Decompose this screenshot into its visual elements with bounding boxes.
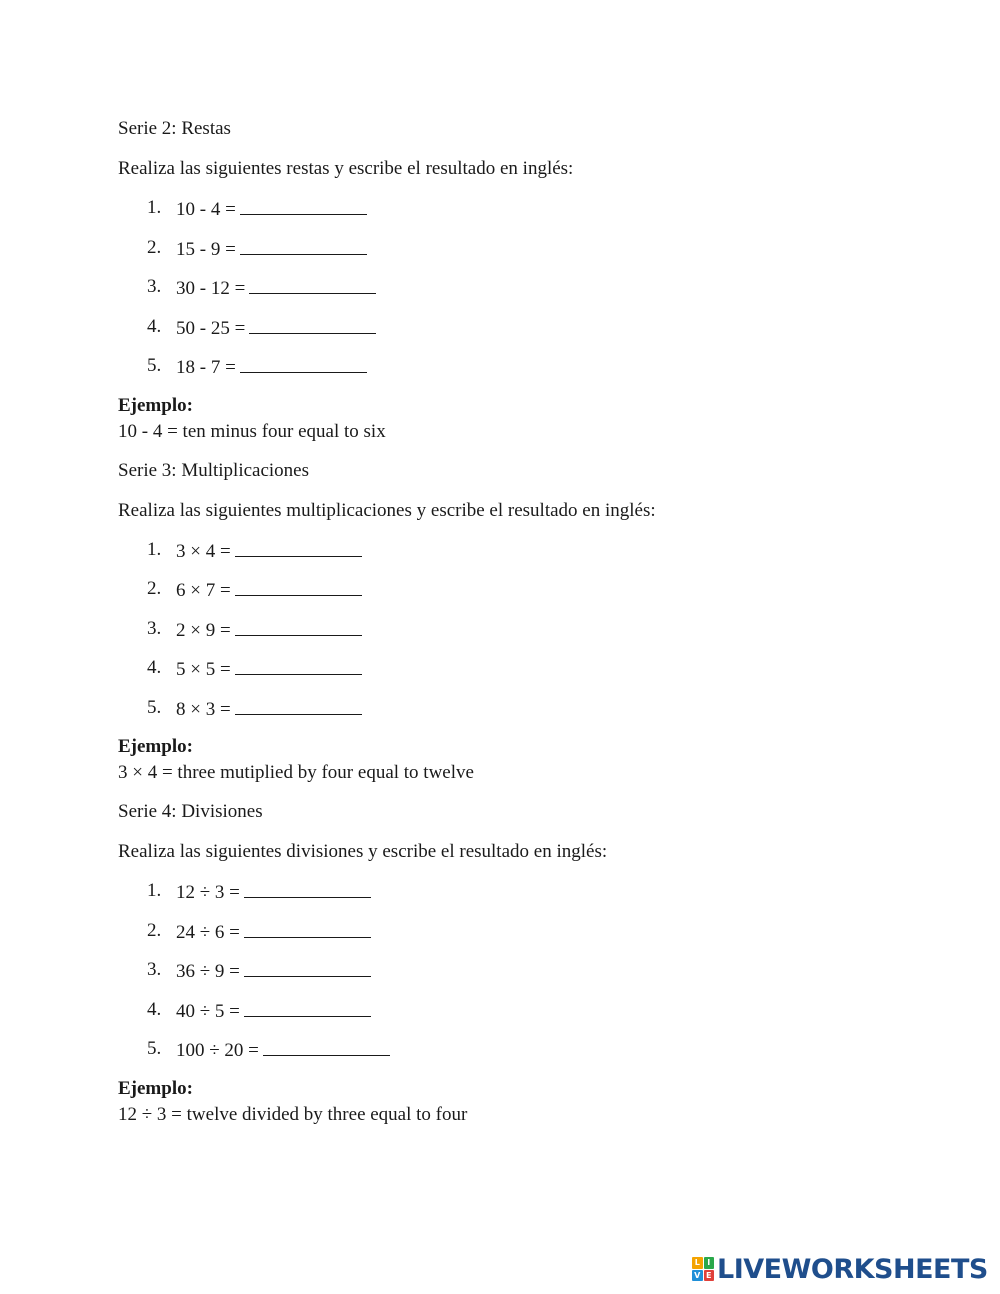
item-expression: 6 × 7 = bbox=[176, 580, 231, 601]
example-text: 10 - 4 = ten minus four equal to six bbox=[118, 420, 386, 442]
answer-blank[interactable] bbox=[249, 276, 376, 294]
series-instruction: Realiza las siguientes multiplicaciones y escribe el resultado en inglés: bbox=[118, 499, 656, 521]
answer-blank[interactable] bbox=[244, 999, 371, 1017]
logo-mark-letter: V bbox=[692, 1270, 703, 1282]
item-number: 5. bbox=[147, 1038, 162, 1059]
answer-blank[interactable] bbox=[235, 539, 362, 557]
item-number: 3. bbox=[147, 959, 162, 980]
answer-blank[interactable] bbox=[235, 657, 362, 675]
item-expression: 12 ÷ 3 = bbox=[176, 882, 240, 903]
item-expression: 18 - 7 = bbox=[176, 357, 236, 378]
logo-mark-icon bbox=[692, 1257, 714, 1281]
exercise-item bbox=[118, 197, 918, 219]
exercise-item bbox=[118, 959, 918, 981]
worksheet-page bbox=[118, 118, 918, 1143]
answer-blank[interactable] bbox=[244, 959, 371, 977]
logo-mark-letter: L bbox=[692, 1257, 703, 1269]
exercise-item bbox=[118, 920, 918, 942]
example-label: Ejemplo: bbox=[118, 1077, 193, 1099]
series-restas bbox=[118, 118, 918, 443]
exercise-list bbox=[118, 880, 918, 1060]
answer-blank[interactable] bbox=[240, 355, 367, 373]
item-number: 4. bbox=[147, 315, 162, 337]
series-title: Serie 2: Restas bbox=[118, 118, 231, 139]
item-number: 5. bbox=[147, 696, 162, 718]
example-text: 12 ÷ 3 = twelve divided by three equal to four bbox=[118, 1103, 468, 1125]
exercise-item bbox=[118, 880, 918, 902]
exercise-item bbox=[118, 355, 918, 377]
item-number: 4. bbox=[147, 657, 162, 678]
item-number: 1. bbox=[147, 880, 162, 901]
item-expression: 5 × 5 = bbox=[176, 659, 231, 680]
answer-blank[interactable] bbox=[235, 697, 362, 715]
item-number: 5. bbox=[147, 355, 162, 376]
logo-mark-letter: I bbox=[704, 1257, 715, 1269]
exercise-item bbox=[118, 316, 918, 338]
exercise-list bbox=[118, 197, 918, 377]
item-number: 2. bbox=[147, 919, 162, 941]
exercise-list bbox=[118, 539, 918, 719]
answer-blank[interactable] bbox=[235, 618, 362, 636]
item-expression: 15 - 9 = bbox=[176, 238, 236, 260]
series-multiplicaciones bbox=[118, 460, 918, 785]
exercise-item bbox=[118, 539, 918, 561]
item-number: 2. bbox=[147, 236, 162, 258]
item-expression: 3 × 4 = bbox=[176, 540, 231, 562]
item-number: 2. bbox=[147, 578, 162, 599]
answer-blank[interactable] bbox=[249, 316, 376, 334]
item-number: 1. bbox=[147, 197, 162, 218]
logo-mark-letter: E bbox=[704, 1270, 715, 1282]
example-label: Ejemplo: bbox=[118, 736, 193, 757]
item-expression: 24 ÷ 6 = bbox=[176, 921, 240, 943]
logo-text: LIVEWORKSHEETS bbox=[717, 1253, 988, 1285]
answer-blank[interactable] bbox=[244, 920, 371, 938]
item-number: 3. bbox=[147, 276, 162, 297]
exercise-item bbox=[118, 697, 918, 719]
exercise-item bbox=[118, 618, 918, 640]
answer-blank[interactable] bbox=[240, 237, 367, 255]
item-expression: 10 - 4 = bbox=[176, 199, 236, 220]
item-expression: 36 ÷ 9 = bbox=[176, 961, 240, 982]
answer-blank[interactable] bbox=[235, 578, 362, 596]
answer-blank[interactable] bbox=[244, 880, 371, 898]
item-expression: 50 - 25 = bbox=[176, 317, 246, 339]
series-title: Serie 4: Divisiones bbox=[118, 801, 263, 822]
series-title: Serie 3: Multiplicaciones bbox=[118, 459, 310, 481]
answer-blank[interactable] bbox=[263, 1038, 390, 1056]
series-instruction: Realiza las siguientes divisiones y escribe el resultado en inglés: bbox=[118, 841, 608, 862]
exercise-item bbox=[118, 999, 918, 1021]
exercise-item bbox=[118, 578, 918, 600]
item-expression: 8 × 3 = bbox=[176, 698, 231, 720]
exercise-item bbox=[118, 657, 918, 679]
item-expression: 100 ÷ 20 = bbox=[176, 1040, 259, 1061]
example-label: Ejemplo: bbox=[118, 394, 193, 416]
series-divisiones bbox=[118, 801, 918, 1126]
item-number: 4. bbox=[147, 998, 162, 1020]
series-instruction: Realiza las siguientes restas y escribe el resultado en inglés: bbox=[118, 158, 574, 179]
liveworksheets-logo bbox=[692, 1254, 988, 1284]
item-number: 1. bbox=[147, 538, 162, 560]
item-expression: 40 ÷ 5 = bbox=[176, 1000, 240, 1022]
answer-blank[interactable] bbox=[240, 197, 367, 215]
exercise-item bbox=[118, 237, 918, 259]
item-number: 3. bbox=[147, 617, 162, 639]
example-text: 3 × 4 = three mutiplied by four equal to twelve bbox=[118, 762, 474, 783]
item-expression: 2 × 9 = bbox=[176, 619, 231, 641]
exercise-item bbox=[118, 1038, 918, 1060]
exercise-item bbox=[118, 276, 918, 298]
item-expression: 30 - 12 = bbox=[176, 278, 246, 299]
